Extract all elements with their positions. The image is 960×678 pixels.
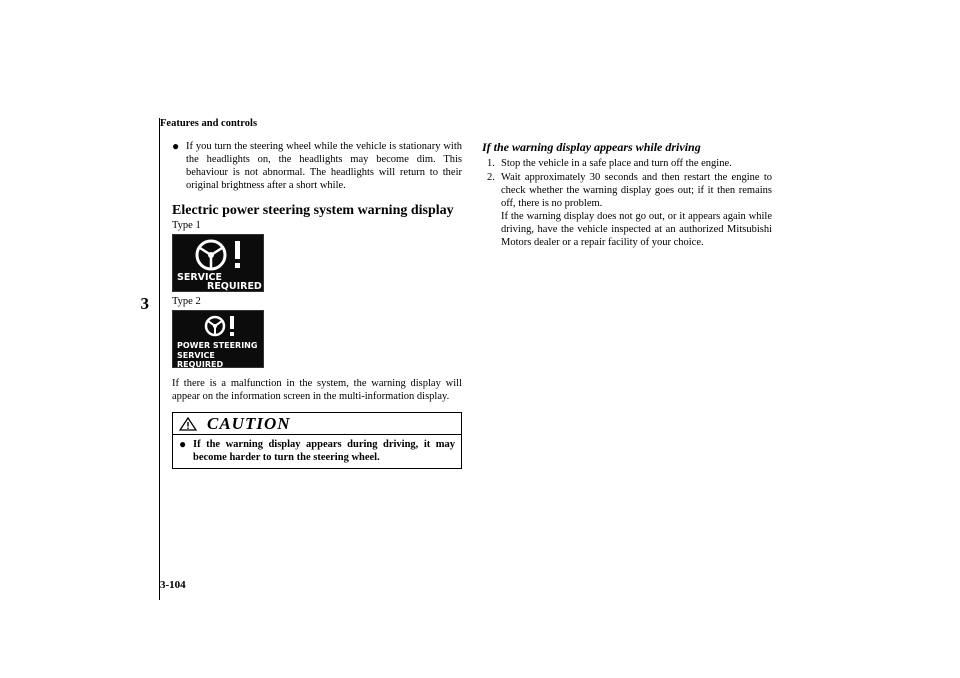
type1-display-line2: REQUIRED (207, 281, 262, 292)
type2-warning-display (172, 310, 264, 368)
warning-triangle-icon (179, 417, 197, 431)
step-number: 2. (487, 172, 495, 183)
headlight-note-text: If you turn the steering wheel while the vehicle is stationary with the headlights on, the headlights may become dim. This behaviour is not abnormal. The headlights will return to their original brightness after a short while. (186, 141, 462, 191)
type2-display-line2: SERVICE REQUIRED (177, 351, 224, 369)
type2-display-line1: POWER STEERING (177, 341, 258, 350)
step-item (484, 171, 772, 249)
type2-label: Type 2 (172, 296, 201, 307)
type1-label: Type 1 (172, 220, 201, 231)
steps-list (484, 157, 772, 249)
caution-text: If the warning display appears during driving, it may become harder to turn the steering wheel. (193, 439, 455, 463)
left-column (172, 140, 462, 469)
chapter-tab (112, 118, 160, 600)
type1-warning-display (172, 234, 264, 292)
caution-heading: CAUTION (207, 414, 291, 433)
caution-body (173, 435, 461, 468)
page-number: 3-104 (160, 579, 186, 591)
step-text: Stop the vehicle in a safe place and turn off the engine. (501, 158, 732, 169)
step-number: 1. (487, 158, 495, 169)
bullet-icon: ● (172, 139, 180, 153)
chapter-number: 3 (140, 294, 149, 313)
caution-header (173, 413, 461, 435)
caution-box (172, 412, 462, 469)
page-header: Features and controls (160, 118, 258, 129)
step-item (484, 157, 772, 170)
section-title: Electric power steering system warning display (172, 203, 454, 218)
malfunction-paragraph: If there is a malfunction in the system, the warning display will appear on the information screen in the multi-information display. (172, 378, 462, 402)
right-column (484, 140, 772, 249)
headlight-note (172, 140, 462, 192)
caution-item (179, 438, 455, 464)
step-continuation: If the warning display does not go out, or it appears again while driving, have the vehicle inspected at an authorized Mitsubishi Motors dealer or a repair facility of your choice. (501, 211, 772, 248)
step-text: Wait approximately 30 seconds and then restart the engine to check whether the warning display goes out; if it then remains off, there is no problem. (501, 172, 772, 209)
type1-display-line1: SERVICE (177, 272, 222, 283)
driving-subheading: If the warning display appears while driving (482, 140, 701, 154)
bullet-icon: ● (179, 437, 187, 451)
